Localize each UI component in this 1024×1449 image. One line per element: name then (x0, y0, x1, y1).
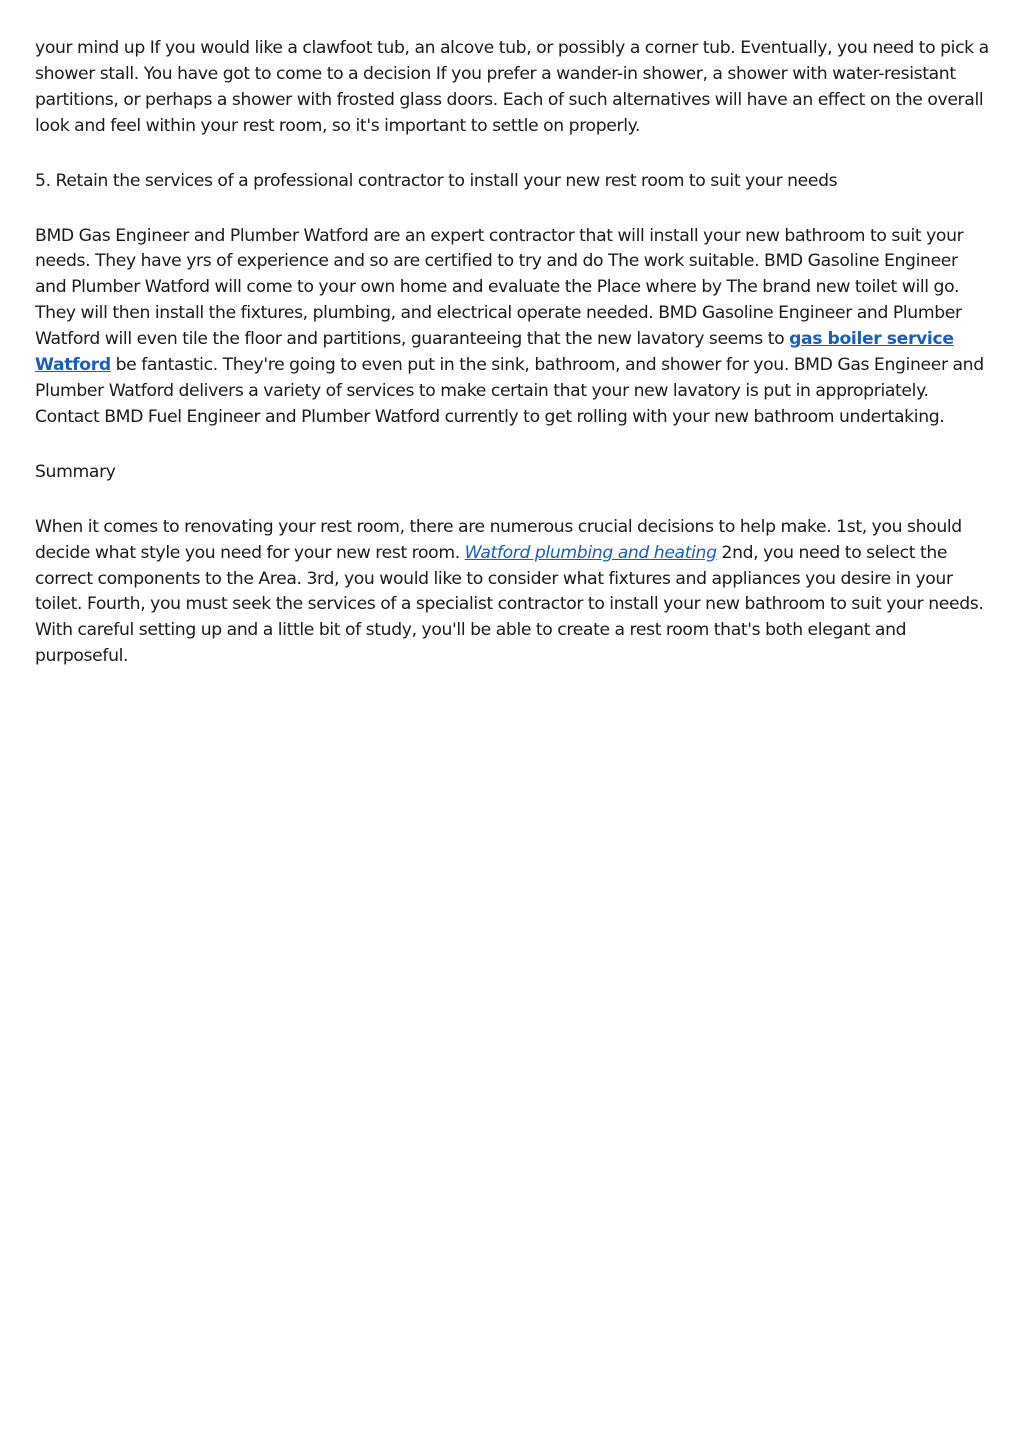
gas-boiler-service-link[interactable]: gas boiler service Watford (35, 329, 954, 376)
section-heading-summary (35, 460, 993, 486)
paragraph-text: 2nd, you need to select the correct components to the Area. 3rd, you would like to consider what fixtures and appliances you desire in your toilet. Fourth, you must seek the services of a specialist contractor to install your new bathroom to suit your needs. With careful setting up and a little bit of study, you'll be able to create a rest room that's both elegant and purposeful. (35, 542, 984, 667)
paragraph-text: When it comes to renovating your rest room, there are numerous crucial decisions to help make. 1st, you should decide what style you need for your new rest room. (35, 516, 962, 563)
paragraph-tub-shower-choice (35, 36, 993, 140)
paragraph-text: your mind up If you would like a clawfoot tub, an alcove tub, or possibly a corner tub. Eventually, you need to pick a shower stall. You have got to come to a decision If you prefer a wander-in shower, a shower with water-resistant partitions, or perhaps a shower with frosted glass doors. Each of such alternatives will have an effect on the overall look and feel within your rest room, so it's important to settle on properly. (35, 38, 989, 136)
watford-plumbing-heating-link[interactable]: Watford plumbing and heating (464, 542, 717, 563)
paragraph-text: BMD Gas Engineer and Plumber Watford are an expert contractor that will install your new bathroom to suit your needs. They have yrs of experience and so are certified to try and do The work suitable. BMD Gasoline Engineer and Plumber Watford will come to your own home and evaluate the Place where by The brand new toilet will go. They will then install the fixtures, plumbing, and electrical operate needed. BMD Gasoline Engineer and Plumber Watford will even tile the floor and partitions, guaranteeing that the new lavatory seems to (35, 225, 964, 350)
article-body (35, 36, 993, 699)
paragraph-text: be fantastic. They're going to even put in the sink, bathroom, and shower for you. BMD Gas Engineer and Plumber Watford delivers a variety of services to make certain that your new lavatory is put in appropriately. Contact BMD Fuel Engineer and Plumber Watford currently to get rolling with your new bathroom undertaking. (35, 355, 984, 427)
section-heading-contractor (35, 169, 993, 195)
section-heading-text: Summary (35, 461, 116, 482)
section-heading-text: 5. Retain the services of a professional contractor to install your new rest room to suit your needs (35, 170, 838, 191)
paragraph-summary (35, 515, 993, 670)
paragraph-bmd-contractor (35, 224, 993, 431)
